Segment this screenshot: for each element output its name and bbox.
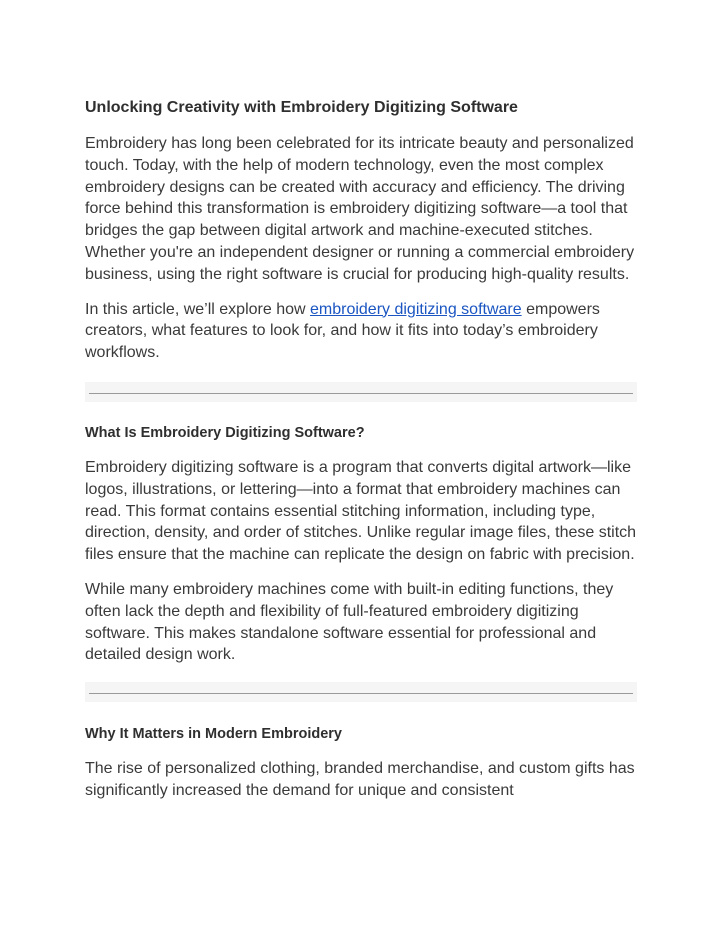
section-2-paragraph-1: The rise of personalized clothing, branded merchandise, and custom gifts has significantly increased the demand for unique and consistent [85, 760, 635, 799]
section-1-paragraph-1: Embroidery digitizing software is a program that converts digital artwork—like logos, illustrations, or lettering—into a format that embroidery machines can read. This format contains essential stitching information, including type, direction, density, and order of stitches. Unlike regular image files, these stitch files ensure that the machine can replicate the design on fabric with precision. [85, 458, 637, 564]
explore-paragraph [85, 299, 637, 364]
explore-text-before: In this article, we’ll explore how [85, 300, 310, 318]
embroidery-software-link[interactable]: embroidery digitizing software [309, 300, 522, 318]
intro-paragraph: Embroidery has long been celebrated for its intricate beauty and personalized touch. Today, with the help of modern technology, even the most complex embroidery designs can be created with accuracy and efficiency. The driving force behind this transformation is embroidery digitizing software—a tool that bridges the gap between digital artwork and machine-executed stitches. Whether you're an independent designer or running a commercial embroidery business, using the right software is crucial for producing high-quality results. [85, 135, 635, 283]
horizontal-divider [85, 682, 637, 702]
horizontal-divider [85, 382, 637, 402]
article-title: Unlocking Creativity with Embroidery Digitizing Software [85, 99, 518, 116]
document-page [85, 96, 637, 802]
explore-text-after: empowers creators, what features to look for, and how it fits into today’s embroidery workflows. [85, 300, 600, 362]
section-heading-why-matters: Why It Matters in Modern Embroidery [85, 726, 342, 743]
section-1-paragraph-2: While many embroidery machines come with built-in editing functions, they often lack the depth and flexibility of full-featured embroidery digitizing software. This makes standalone software essential for professional and detailed design work. [85, 580, 614, 664]
section-heading-what-is: What Is Embroidery Digitizing Software? [85, 424, 365, 441]
